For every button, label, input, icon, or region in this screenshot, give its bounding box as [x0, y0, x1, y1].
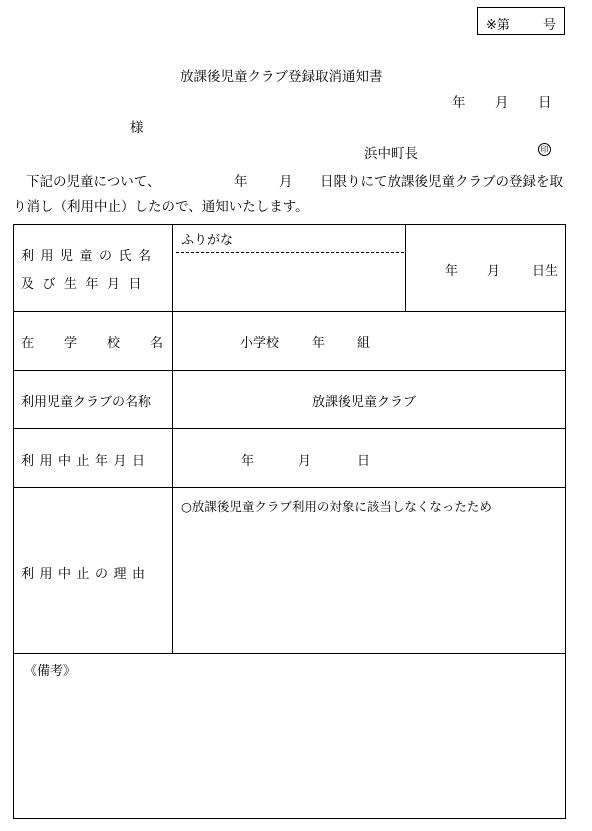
row1-label-line1: 利用児童の氏名	[21, 249, 158, 264]
issue-date-day: 日	[538, 95, 552, 111]
furigana-label: ふりがな	[181, 233, 234, 248]
row5-label: 利用中止の理由	[21, 567, 151, 582]
issuer-name: 浜中町長	[364, 146, 418, 162]
stop-day: 日	[357, 454, 371, 469]
table-rule-2	[13, 370, 566, 371]
table-birthdate-divider	[405, 224, 406, 312]
document-title: 放課後児童クラブ登録取消通知書	[180, 69, 383, 85]
table-border-left	[13, 224, 14, 819]
school-text: 小学校	[240, 336, 280, 351]
table-rule-3	[13, 428, 566, 429]
table-rule-1	[13, 311, 566, 312]
stop-reason: ○放課後児童クラブ利用の対象に該当しなくなったため	[181, 499, 492, 514]
table-border-bottom	[13, 818, 566, 819]
table-border-right	[565, 224, 566, 819]
body-line2: り消し（利用中止）したので、通知いたします。	[13, 199, 309, 215]
birth-day: 日生	[532, 264, 559, 279]
furigana-dashed-line	[176, 252, 404, 253]
row2-label: 在学校名	[21, 336, 194, 351]
issue-date-year: 年	[452, 95, 466, 111]
row3-label: 利用児童クラブの名称	[21, 395, 152, 410]
stop-year: 年	[241, 454, 255, 469]
document-number-prefix: ※第	[486, 18, 510, 33]
body-line1-suffix: 日限りにて放課後児童クラブの登録を取	[320, 174, 563, 190]
remarks-label: 《備考》	[24, 664, 77, 679]
row1-label-line2: 及び生年月日	[21, 277, 151, 292]
club-name: 放課後児童クラブ	[312, 395, 417, 410]
table-label-divider	[172, 224, 173, 654]
body-line1-prefix: 下記の児童について、	[26, 174, 161, 190]
document-number-box	[477, 7, 565, 35]
birth-month: 月	[487, 264, 501, 279]
row4-label: 利用中止年月日	[21, 454, 151, 469]
table-rule-4	[13, 487, 566, 488]
table-border-top	[13, 224, 566, 225]
issue-date-month: 月	[495, 95, 509, 111]
addressee-honorific: 様	[130, 120, 144, 136]
class-text: 組	[357, 336, 371, 351]
table-rule-5	[13, 653, 566, 654]
birth-year: 年	[445, 264, 459, 279]
document-number-suffix: 号	[543, 18, 557, 33]
body-line1-year: 年	[234, 174, 248, 190]
stop-month: 月	[298, 454, 312, 469]
seal-mark: 印	[538, 143, 551, 156]
grade-text: 年	[312, 336, 326, 351]
body-line1-month: 月	[279, 174, 293, 190]
